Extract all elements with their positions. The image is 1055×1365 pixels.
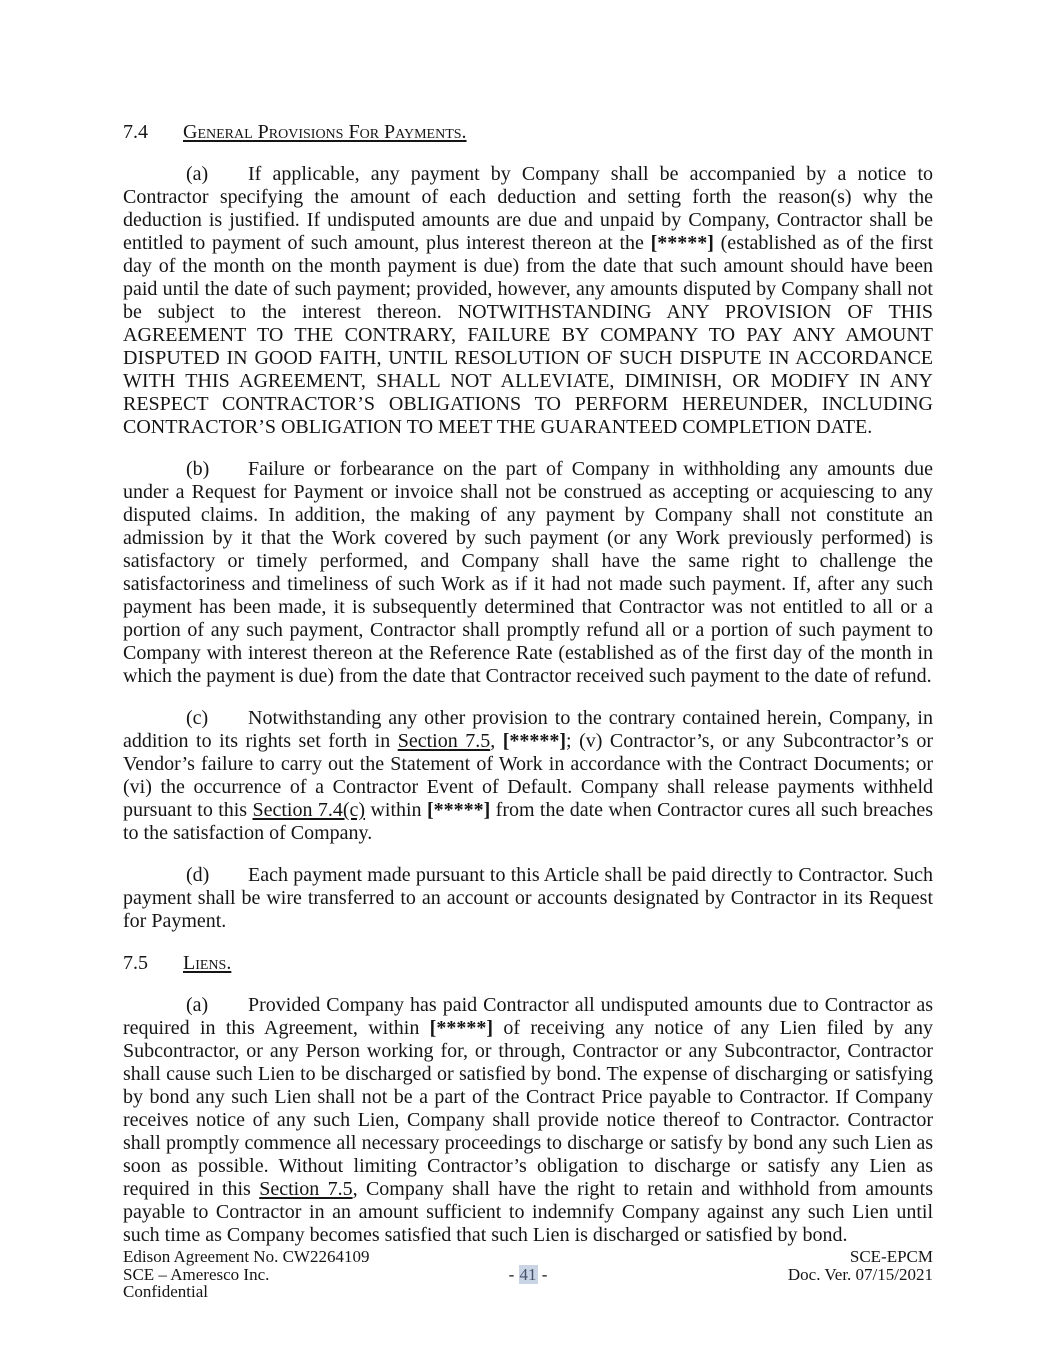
text-run: (established as of the first day of the month on the month payment is due) from the date that such amount should have been paid until the date of such payment; provided, however, any amounts disputed by Company shall not be subject to the interest thereon. NOTWITHSTANDING ANY PROVISION OF THIS AGREEMENT TO THE CONTRARY, FAILURE BY COMPANY TO PAY ANY AMOUNT DISPUTED IN GOOD FAITH, UNTIL RESOLUTION OF SUCH DISPUTE IN ACCORDANCE WITH THIS AGREEMENT, SHALL NOT ALLEVIATE, DIMINISH, OR MODIFY IN ANY RESPECT CONTRACTOR’S OBLIGATIONS TO PERFORM HEREUNDER, INCLUDING CONTRACTOR’S OBLIGATION TO MEET THE GUARANTEED COMPLETION DATE. <box>123 232 933 438</box>
section-7-4-heading <box>123 121 933 144</box>
paragraph-label: (a) <box>186 163 209 185</box>
page-footer <box>123 1248 933 1301</box>
paragraph-text <box>123 163 933 438</box>
paragraph-7-5-a <box>123 994 933 1247</box>
redacted-value: [*****] <box>429 1017 493 1039</box>
page-number-field: 41 <box>519 1264 537 1284</box>
paragraph-7-4-d <box>123 864 933 933</box>
section-7-4-title: General Provisions For Payments. <box>183 121 467 143</box>
text-run: of receiving any notice of any Lien filed by any Subcontractor, or any Person working for, or through, Contractor or any Subcontractor, Contractor shall cause such Lien to be discharged or satisfied by bond. The expense of discharging or satisfying by bond any such Lien shall not be a part of the Contract Price payable to Contractor. If Company receives notice of any such Lien, Company shall provide notice thereof to Contractor. Contractor shall promptly commence all necessary proceedings to discharge or satisfy by bond any such Lien as soon as possible. Without limiting Contractor’s obligation to discharge or satisfy any Lien as required in this <box>123 1017 933 1200</box>
text-run: , Company shall have the right to retain and withhold from amounts payable to Contractor in an amount sufficient to indemnify Company against any such Lien until such time as Company becomes satisfied that such Lien is discharged or satisfied by bond. <box>123 1178 933 1246</box>
footer-doc-type: SCE-EPCM <box>849 1247 933 1266</box>
text-run: If applicable, any payment by Company shall be accompanied by a notice to Contractor specifying the amount of each deduction and setting forth the reason(s) why the deduction is justified. If undisputed amounts are due and unpaid by Company, Contractor shall be entitled to payment of such amount, plus interest thereon at the <box>123 163 933 254</box>
paragraph-label: (b) <box>186 458 210 480</box>
text-run: from the date when Contractor cures all such breaches to the satisfaction of Company. <box>123 799 933 844</box>
section-7-5-number: 7.5 <box>123 952 148 974</box>
paragraph-text <box>123 458 933 687</box>
footer-confidential-label: Confidential <box>123 1282 208 1301</box>
section-reference: Section 7.4(c) <box>252 799 366 821</box>
text-run: Each payment made pursuant to this Article shall be paid directly to Contractor. Such payment shall be wire transferred to an account or accounts designated by Contractor in its Request for Payment. <box>123 864 933 932</box>
footer-left-block <box>123 1248 509 1301</box>
paragraph-7-4-c <box>123 707 933 845</box>
page-number-prefix: - <box>508 1264 519 1284</box>
paragraph-label: (c) <box>186 707 209 729</box>
section-7-5-heading <box>123 952 933 975</box>
section-reference: Section 7.5 <box>259 1178 353 1200</box>
text-run: Provided Company has paid Contractor all undisputed amounts due to Contractor as required in this Agreement, within <box>123 994 933 1039</box>
text-run: ; (v) Contractor’s, or any Subcontractor’s or Vendor’s failure to carry out the Statement of Work in accordance with the Contract Documents; or (vi) the occurrence of a Contractor Event of Default. Company shall release payments withheld pursuant to this <box>123 730 933 821</box>
paragraph-7-4-b <box>123 458 933 688</box>
footer-parties: SCE – Ameresco Inc. <box>123 1264 270 1284</box>
footer-agreement-number: Edison Agreement No. CW2264109 <box>123 1247 370 1266</box>
text-run: within <box>365 799 427 821</box>
redacted-value: [*****] <box>502 730 567 752</box>
redacted-value: [*****] <box>650 232 714 254</box>
text-run: Failure or forbearance on the part of Company in withholding any amounts due under a Request for Payment or invoice shall not be construed as accepting or acquiescing to any disputed claims. In addition, the making of any payment by Company shall not constitute an admission by it that the Work covered by such payment (or any Work previously performed) is satisfactory or timely performed, and Company shall have the same right to challenge the satisfactoriness and timeliness of such Work as if it had not made such payment. If, after any such payment has been made, it is subsequently determined that Contractor was not entitled to all or a portion of any such payment, Contractor shall promptly refund all or a portion of such payment to Company with interest thereon at the Reference Rate (established as of the first day of the month in which the payment is due) from the date that Contractor received such payment to the date of refund. <box>123 458 933 687</box>
section-7-4-number: 7.4 <box>123 121 148 143</box>
redacted-value: [*****] <box>426 799 491 821</box>
text-run: , <box>490 730 503 752</box>
page-number-suffix: - <box>537 1264 548 1284</box>
paragraph-text <box>123 994 933 1246</box>
footer-right-block <box>547 1248 933 1283</box>
footer-doc-version: Doc. Ver. 07/15/2021 <box>787 1264 933 1284</box>
section-7-5-title: Liens. <box>183 952 232 974</box>
paragraph-label: (a) <box>186 994 209 1016</box>
paragraph-7-4-a <box>123 163 933 439</box>
paragraph-label: (d) <box>186 864 210 886</box>
text-run: Notwithstanding any other provision to the contrary contained herein, Company, in addition to its rights set forth in <box>123 707 933 752</box>
footer-page-number-block <box>509 1248 548 1283</box>
document-body <box>123 121 933 1266</box>
section-reference: Section 7.5 <box>397 730 491 752</box>
